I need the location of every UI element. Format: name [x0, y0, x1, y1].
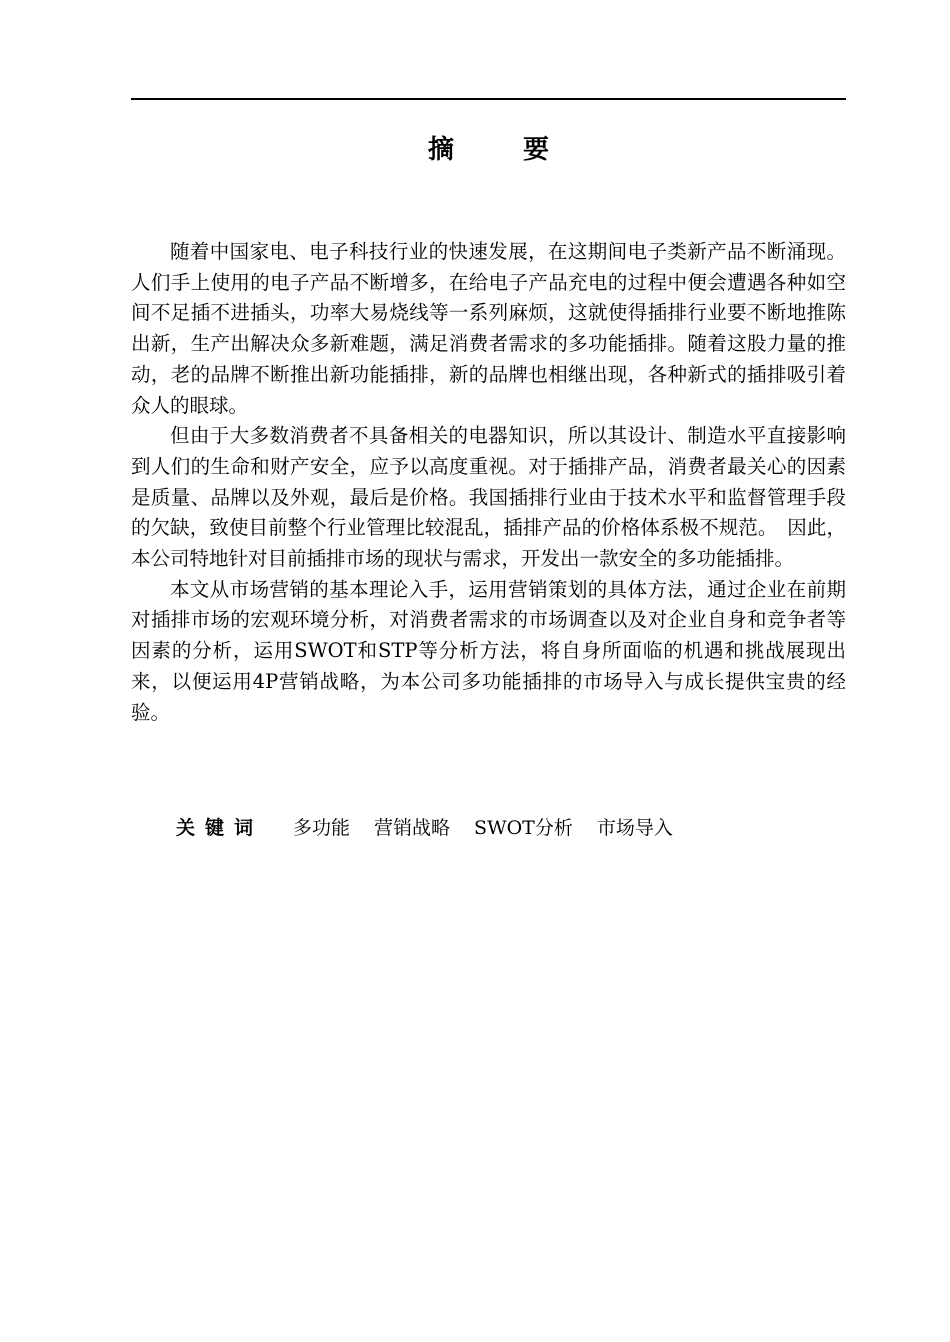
abstract-title: 摘 要 — [427, 135, 580, 165]
abstract-paragraph-3: 本文从市场营销的基本理论入手，运用营销策划的具体方法，通过企业在前期对插排市场的宏观环境分析，对消费者需求的市场调查以及对企业自身和竞争者等因素的分析，运用SWOT和STP等分析方法，将自身所面临的机遇和挑战展现出来，以便运用4P营销战略，为本公司多功能插排的市场导入与成长提供宝贵的经验。 — [131, 577, 846, 724]
keyword-item: 多功能 — [293, 816, 351, 839]
abstract-paragraph-2: 但由于大多数消费者不具备相关的电器知识，所以其设计、制造水平直接影响到人们的生命和财产安全，应予以高度重视。对于插排产品，消费者最关心的因素是质量、品牌以及外观，最后是价格。我国插排行业由于技术水平和监督管理手段的欠缺，致使目前整个行业管理比较混乱，插排产品的价格体系极不规范。 因此，本公司特地针对目前插排市场的现状与需求，开发出一款安全的多功能插排。 — [131, 424, 846, 571]
abstract-body — [131, 237, 846, 728]
keyword-item: 市场导入 — [596, 816, 673, 839]
keyword-item: 营销战略 — [374, 816, 451, 839]
keywords-line — [176, 810, 836, 842]
header-rule — [131, 98, 846, 100]
abstract-paragraph-1: 随着中国家电、电子科技行业的快速发展，在这期间电子类新产品不断涌现。人们手上使用的电子产品不断增多，在给电子产品充电的过程中便会遭遇各种如空间不足插不进插头，功率大易烧线等一系列麻烦，这就使得插排行业要不断地推陈出新，生产出解决众多新难题，满足消费者需求的多功能插排。随着这股力量的推动，老的品牌不断推出新功能插排，新的品牌也相继出现，各种新式的插排吸引着众人的眼球。 — [131, 240, 846, 417]
keywords-label: 关键词 — [176, 816, 264, 839]
keyword-item: SWOT分析 — [474, 816, 573, 839]
